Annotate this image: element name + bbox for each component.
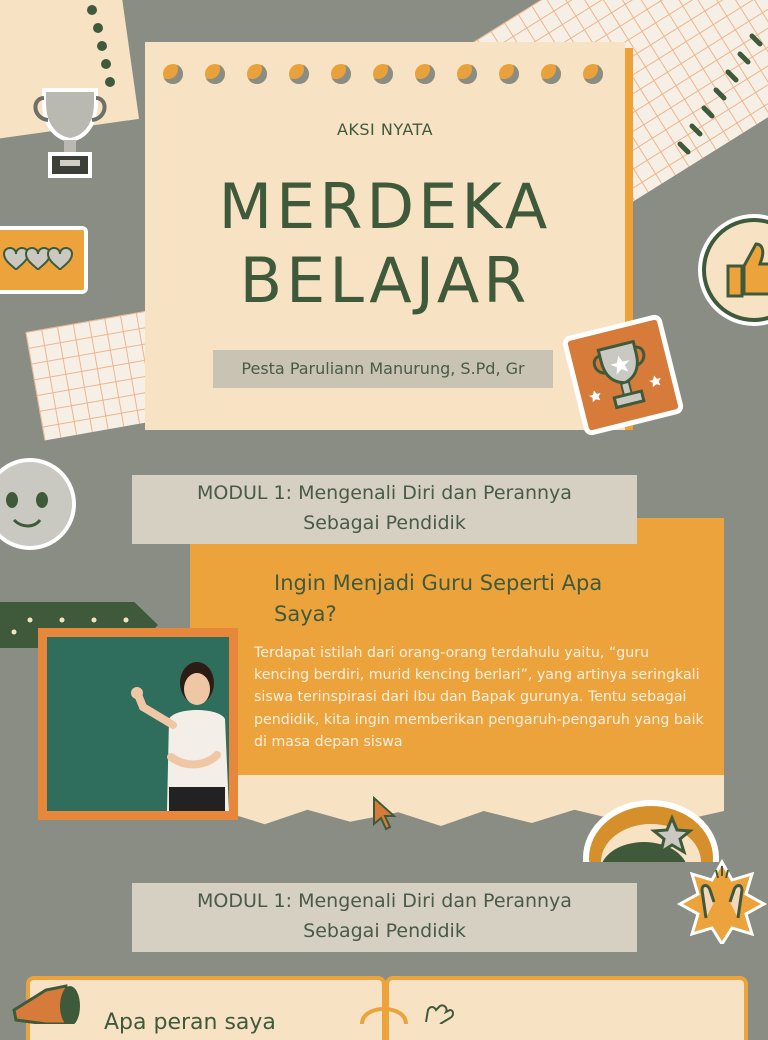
teacher-photo-frame [38,628,238,820]
binder-hole [247,64,267,84]
kicker-text: AKSI NYATA [336,120,434,139]
section-heading-line1: Ingin Menjadi Guru Seperti Apa [274,571,603,595]
module-title-line1: MODUL 1: Mengenali Diri dan Perannya [197,890,572,912]
binder-hole [373,64,393,84]
title-line2: BELAJAR [239,244,531,317]
shooting-star-icon [578,796,724,862]
hearts-icon [0,230,84,290]
title-card [145,42,625,430]
shooting-star-sticker [578,796,724,862]
hearts-sticker [0,226,88,294]
smiley-face-icon [0,462,72,546]
trophy-sticker [30,82,110,182]
binder-hole [457,64,477,84]
section-heading-line2: Saya? [274,602,337,626]
binder-hole [415,64,435,84]
thumbs-up-sticker [702,218,768,322]
binder-hole [541,64,561,84]
teacher-illustration-icon [47,637,229,811]
module-tape-label [132,475,637,544]
binder-clip-icon [356,998,412,1024]
binder-hole [205,64,225,84]
binder-rings-icon [660,30,768,180]
binder-hole [331,64,351,84]
module-title-line2: Sebagai Pendidik [303,920,466,942]
smiley-sticker [0,458,76,550]
author-label: Pesta Paruliann Manurung, S.Pd, Gr [213,350,553,388]
clapping-hands-icon [676,858,768,944]
binder-hole [583,64,603,84]
module-title-line1: MODUL 1: Mengenali Diri dan Perannya [197,482,572,504]
binder-holes [163,64,603,84]
teacher-photo [47,637,229,811]
thumbs-up-icon [706,222,768,318]
star-trophy-icon [567,319,679,431]
panel-heading: Apa peran saya [104,1010,276,1035]
binder-hole [499,64,519,84]
clapping-sticker [676,858,768,944]
binder-rings-icon [82,0,122,90]
cursor-icon [370,796,398,832]
binder-rings-topleft [82,0,122,90]
binder-hole [163,64,183,84]
megaphone-icon [6,980,86,1024]
module-title-line2: Sebagai Pendidik [303,512,466,534]
trophy-icon [30,82,110,182]
binder-rings-topright [660,30,768,180]
section-paragraph: Terdapat istilah dari orang-orang terdahulu yaitu, “guru kencing berdiri, murid kencing berlari”, yang artinya seringkali siswa terinspirasi dari Ibu dan Bapak gurunya. Tentu sebagai pendidik, kita ingin memberikan pengaruh-pengaruh yang baik di masa depan siswa [254,645,704,750]
title-line1: MERDEKA [218,170,552,243]
hand-icon [420,1002,460,1024]
binder-hole [289,64,309,84]
module-tape-label-2 [132,883,637,952]
section-heading [274,568,674,630]
